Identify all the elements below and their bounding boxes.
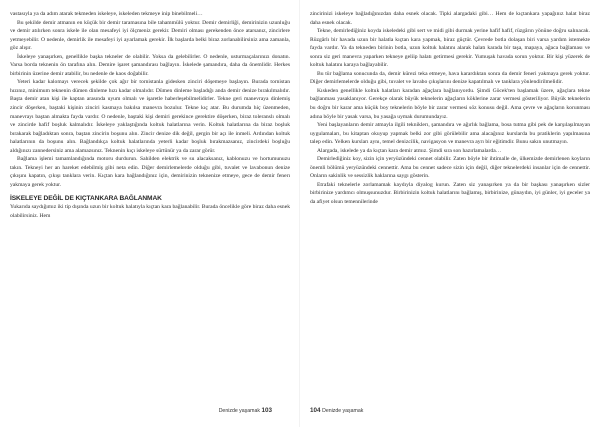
- paragraph: Bağlama işlemi tamamlandığında motoru durdurun. Sahilden elektrik ve su alacaksanız, kablonuzu ve hortumunuzu takın. Tekneyi her an hareket edebilmiş gibi neta edin. Diğer demirlemelerde olduğu gibi, tuvalet ve lavabonun denize çıkışını kapatın, çıkışı tanklara verin. Kıçtan kara bağlandığınız için, demirinizin teknenize etmeye, gece de demir fenerı yakmaya gerek yoktur.: [10, 156, 290, 188]
- paragraph: Bu tür bağlama sonucunda da, demir kürezi teka etmeye, hava karardıktan sonra da demir feneri yakmaya gerek yoktur. Diğer demirlemelerde olduğu gibi, tuvalet ve lavabo çıkışlarını denize kapatılmalı ve tanklara yönlendirilmelidir.: [310, 70, 590, 86]
- section-heading: İSKELEYE DEĞİL DE KIÇTANKARA BAĞLANMAK: [10, 195, 162, 203]
- page-number: 103: [261, 407, 272, 414]
- paragraph: Demirlediğiniz koy, sizin için yeryüzündeki cennet olabilir. Zaten böyle bir ihtimalle de, ülkemizde demirlenen koyların önemli bölümü yeryüzündeki cennettir. Ama bu cennet sadece sizin için değil, diğer teknelerdeki insanlar için de cennettir. Onların sakinlik ve sessizlik haklarına saygı gösterin.: [310, 156, 590, 180]
- paragraph: Tekne, demirlediğiniz koyda iskeledeki gibi sert ve midi gibi durmak yerine hafif hafif, rüzgârın yönüne doğru salınacak. Rüzgârlı bir havada uzun bir halatla kıçtan kara yapmak, biraz güçtür. Çevrede botla dolaşan biri varsa yardım istemekte fayda vardır. Ya da tekneden birinin botla, uzun koltuk halatını alarak halatı karada bir taşa, mapaya, ağaca bağlaması ve sonra siz geri manevra yaparken tekneye geliip halatı getirmesi gerekir. Yumuşak havada sorun yoktur. Bir kişi yüzerek de koltuk halatını karaya bağlayabilir.: [310, 28, 590, 69]
- paragraph: vastasıyla ya da adım atarak tekmeden iskeleye, iskeleden tekmeye inip binebilmeli…: [10, 11, 203, 17]
- paragraph: Etrafaki teknelerle zorlamamak kaydıyla diyalog kurun. Zaten siz yanaşırken ya da bir başkası yanaşırken sizler birbirinize yardımcı olmuşsunuzdur. Birbirinizin koltuk halatlarını bağlamış, birbirinize, günaydın, iyi günler, iyi geceler ya da afiyet olsun temennilerinde: [310, 181, 590, 206]
- gutter: [299, 0, 300, 427]
- paragraph: Yeni başlayanların demir atmayla ilgili tekniklerı, şamandıra ve ağırlık bağlama, bosa tutma gibi pek de karşılaşılmayan uygulamaları, bu kitaptan okuyup yapmak belki zor gibi görülebilir ama alacağınız kurslarda bu pratiklerin yapılmasına talep edin. Yelken kursları aynı, temel denizcilik, navigasyon ve manevra ayrı bir eğitimdir. Bunu sakın unutmayın.: [310, 122, 590, 146]
- paragraph: İskeleye yanaşırken, genellikle başka tekneler de olabilir. Yoksa da gelebilirler. O nedenle, usturmaçalarınızı donatın. Varsa borda teknenin ön tarafına alın. Demire işaret şamandırası bağlayın. İskelede şamandıra, daha da önemlidir. Herkes birbirinin üzerine demir atabilir, bu nedenle de kaos doğabilir.: [10, 53, 290, 77]
- paragraph: zincirinizi iskeleye bağladığınızdan daha esnek olacak. Tipki alargadaki gibi… Hem de kıçtankara yapağınız halat biraz daha esnek olacak.: [310, 11, 590, 26]
- left-folio: [219, 407, 272, 415]
- left-page: [10, 8, 290, 419]
- paragraph: Bu şekilde demir atmanın en küçük bir demir taramasına bile tahammülü yoktur. Demir demirliği, demirinizin uzunluğu ve demir atılırken sonra iskele ile olan mesafeyi iyi ölçmeniz gerekir. Demiri olması gerekenden önce atarsanız, zincirlere yetmeyebilir. O nedenle, demirlik ile mesafeyi iyi ayarlamak gerekir. İlk başlarda belki biraz zorlanabilirsiniz ama zamanla, göz alışır.: [10, 19, 290, 52]
- folio-label: Denizde yaşamak: [322, 408, 364, 414]
- paragraph: Kıskeden genellikle koltuk halatları karadan ağaçlara bağlanıyordu. Şimdi Göcek'ten başlamak üzere, ağaçlara tekne bağlanması yasaklanıyor. Gerekçe olarak büyük teknelerin ağaçların köklerine zarar vermesi gösteriliyor. Büyük teknelerin bu doğru bir karar ama küçük boy teknelerin böyle bir zarar vermesi söz konusu değil. Ama çevre ve ağaçların korunması adına böyle bir yasak varsa, bu yasağa uymak durumundayız.: [310, 87, 590, 120]
- left-page-body: [10, 10, 290, 221]
- page-number: 104: [310, 407, 321, 414]
- folio-label: Denizde yaşamak: [218, 408, 260, 414]
- paragraph: Alargada, iskelede ya da kıçtan kara demir atmız. Şimdi sıra son hazırlamalarda…: [317, 147, 502, 154]
- right-page: [310, 8, 590, 419]
- paragraph: Yukarıda saydığımız iki tip dışında uzun bir koltuk halatıyla kıçtan kara bağlanabilir. Burada öncelikle göre biraz daha esnek olabilirsiniz. Hem: [10, 204, 290, 220]
- right-page-body: [310, 10, 590, 207]
- right-folio: [310, 407, 363, 415]
- paragraph: Yeteri kadar kalomayı verecek şekilde çok ağır bir tornistanla gidesken zinciri döşemeye başlayın. Burada tornistan hızınız, minimum teknenin dümen dinleme hızı kadar olmalıdır. Dümen dinleme başladığı anda demir denize bırakılmalıdır. Başta demir atan kişi ile kaptan arasında uyum olmalı ve işaretle haberleşebilmelidirler. Tekne geri manevraya dinlemiş zincir döşerken, baştaki kişinin zinciri kasmaya bakılsa manevra bozulur. Tekne kıç atar. Bu durumda hiç üzenmeden, manevrayı baştan almakta fayda vardır. O nedenle, baştaki kişi demiri gerekince gerektire döşerken, biraz toleranslı olmalı ve zincirde hafif boşluk kalmalıdır. İskeleye yaklaştığında koltuk halatlarına verin. Koltuk halatlarına da biraz boşluk bırakarak bağladıktan sonra, baştan zincirin boşunu alın. Zincir denize dik değil, gergin bir açı ile inmeli. Ardından koltuk halatlarının da boşunu alın. Bağlandıkça koltuk halatlarında yeterli kadar boşluk bırakmazsanız, zincirdeki boşluğu aldığınızı zannedersiniz ama alamazsınız. Teknenin kıçı iskeleye sürtünür ya da zarar görür.: [10, 79, 290, 154]
